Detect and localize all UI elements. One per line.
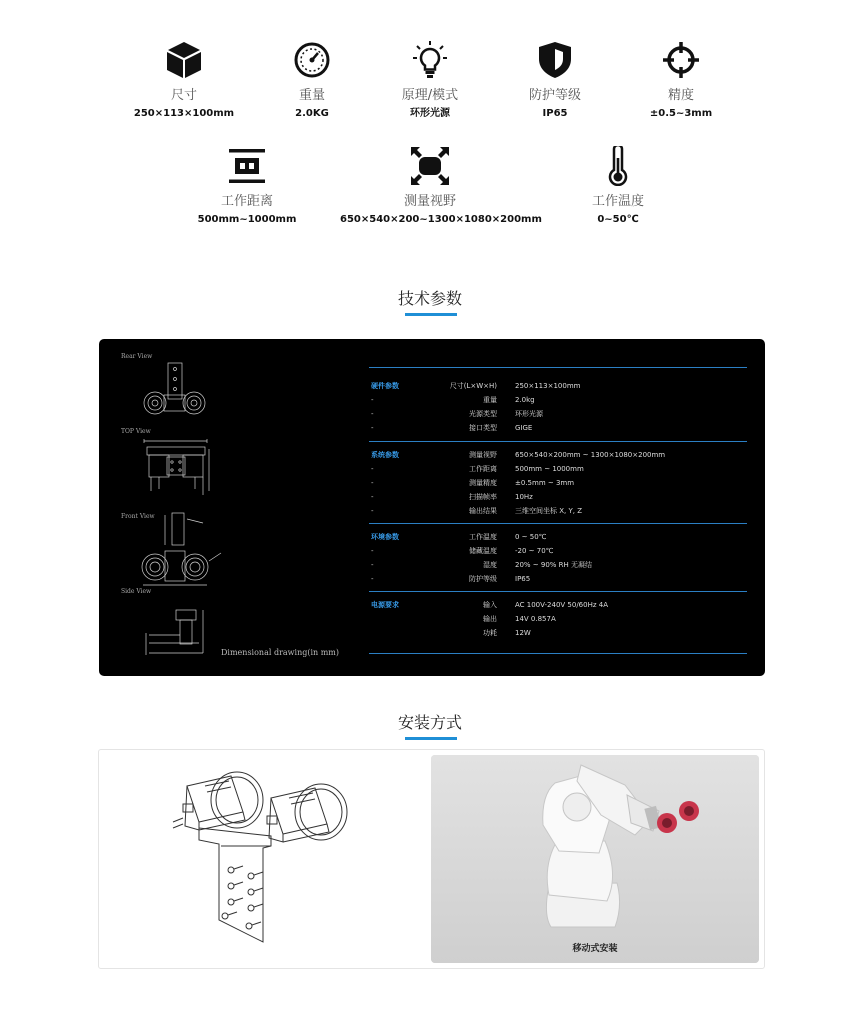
param-value: 2.0kg	[515, 396, 535, 404]
param-value: 500mm ~ 1000mm	[515, 465, 584, 473]
spec-value: 500mm~1000mm	[197, 214, 297, 225]
spec-label: 工作距离	[220, 194, 273, 209]
param-value: 三维空间坐标 X, Y, Z	[515, 507, 582, 515]
spec-working-temperature	[528, 146, 708, 226]
param-key: 测量精度	[469, 479, 497, 487]
param-key: 扫描帧率	[469, 493, 497, 501]
spec-value: 650×540×200~1300×1080×200mm	[340, 214, 542, 225]
param-key: 工作距离	[469, 465, 497, 473]
bracket-mount-drawing	[159, 762, 359, 952]
distance-icon	[157, 146, 337, 186]
spec-label: 尺寸	[170, 88, 197, 103]
param-key: 输出	[483, 615, 497, 623]
table-row: - 湿度 20% ~ 90% RH 无凝结	[369, 558, 747, 572]
rear-view-label: Rear View	[121, 353, 153, 360]
mount-caption: 移动式安装	[572, 944, 618, 954]
group-label: 硬件参数	[371, 382, 399, 390]
param-key: 尺寸(L×W×H)	[449, 382, 497, 390]
param-value: -20 ~ 70℃	[515, 547, 554, 555]
param-key: 输出结果	[469, 507, 497, 515]
spec-label: 测量视野	[403, 194, 456, 209]
spec-value: 0~50℃	[597, 214, 639, 225]
spec-value: IP65	[542, 108, 568, 119]
install-section-title: 安装方式	[397, 713, 462, 732]
spec-working-distance	[157, 146, 337, 226]
param-value: AC 100V-240V 50/60Hz 4A	[515, 601, 608, 609]
table-row	[369, 598, 747, 612]
table-row	[369, 612, 747, 626]
table-row: - 储藏温度 -20 ~ 70℃	[369, 544, 747, 558]
table-row: - 工作距离 500mm ~ 1000mm	[369, 462, 747, 476]
param-value: IP65	[515, 575, 531, 583]
param-value: 0 ~ 50℃	[515, 533, 547, 541]
spec-value: 环形光源	[410, 108, 450, 119]
spec-label: 防护等级	[528, 88, 581, 103]
spec-field-of-view	[340, 146, 542, 226]
group-label: 电源要求	[371, 601, 399, 609]
mobile-mount-image	[431, 755, 759, 963]
param-key: 输入	[483, 601, 497, 609]
drawing-caption: Dimensional drawing(in mm)	[221, 648, 340, 657]
spec-value: 250×113×100mm	[133, 108, 235, 119]
divider	[369, 523, 747, 524]
robot-arm-illustration	[431, 755, 759, 963]
tech-section-title: 技术参数	[397, 289, 462, 308]
divider	[369, 367, 747, 368]
table-row: - 接口类型 GIGE	[369, 421, 747, 435]
crosshair-icon	[591, 40, 771, 80]
table-row	[369, 530, 747, 544]
table-row: - 防护等级 IP65	[369, 572, 747, 586]
table-row: - 测量精度 ±0.5mm ~ 3mm	[369, 476, 747, 490]
param-value: 10Hz	[515, 493, 533, 501]
tech-spec-panel	[99, 339, 765, 676]
group-label: 环境参数	[371, 533, 399, 541]
param-key: 防护等级	[469, 575, 497, 583]
divider	[369, 591, 747, 592]
table-row: - 重量 2.0kg	[369, 393, 747, 407]
table-row: - 扫描帧率 10Hz	[369, 490, 747, 504]
spec-label: 精度	[667, 88, 694, 103]
divider	[369, 441, 747, 442]
table-row: - 输出结果 三维空间坐标 X, Y, Z	[369, 504, 747, 518]
front-view-label: Front View	[121, 513, 155, 520]
field-of-view-icon	[340, 146, 520, 186]
divider	[369, 653, 747, 654]
table-row	[369, 379, 747, 393]
spec-label: 重量	[298, 88, 325, 103]
param-key: 储藏温度	[469, 547, 497, 555]
param-value: 650×540×200mm ~ 1300×1080×200mm	[515, 451, 666, 459]
param-key: 工作温度	[469, 533, 497, 541]
installation-panel	[98, 749, 765, 969]
table-row	[369, 626, 747, 640]
param-key: 重量	[483, 396, 497, 404]
thermometer-icon	[528, 146, 708, 186]
param-value: 250×113×100mm	[515, 382, 581, 390]
install-title-underline	[405, 737, 457, 740]
param-value: ±0.5mm ~ 3mm	[515, 479, 575, 487]
spec-value: ±0.5~3mm	[649, 108, 713, 119]
param-key: 光源类型	[469, 410, 497, 418]
table-row: - 光源类型 环形光源	[369, 407, 747, 421]
tech-title-underline	[405, 313, 457, 316]
side-view-label: Side View	[121, 588, 152, 595]
spec-accuracy	[591, 40, 771, 120]
table-row	[369, 448, 747, 462]
group-label: 系统参数	[371, 451, 399, 459]
param-value: 20% ~ 90% RH 无凝结	[515, 561, 593, 569]
dimension-drawing	[99, 339, 359, 676]
param-value: 环形光源	[515, 410, 543, 418]
param-value: 12W	[515, 629, 531, 637]
spec-value: 2.0KG	[295, 108, 329, 119]
param-value: GIGE	[515, 424, 533, 432]
param-key: 功耗	[483, 629, 497, 637]
spec-label: 原理/模式	[401, 88, 459, 103]
param-key: 测量视野	[469, 451, 497, 459]
param-key: 接口类型	[469, 424, 497, 432]
param-value: 14V 0.857A	[515, 615, 556, 623]
spec-label: 工作温度	[591, 194, 644, 209]
param-key: 湿度	[483, 561, 497, 569]
top-view-label: TOP View	[121, 428, 151, 435]
